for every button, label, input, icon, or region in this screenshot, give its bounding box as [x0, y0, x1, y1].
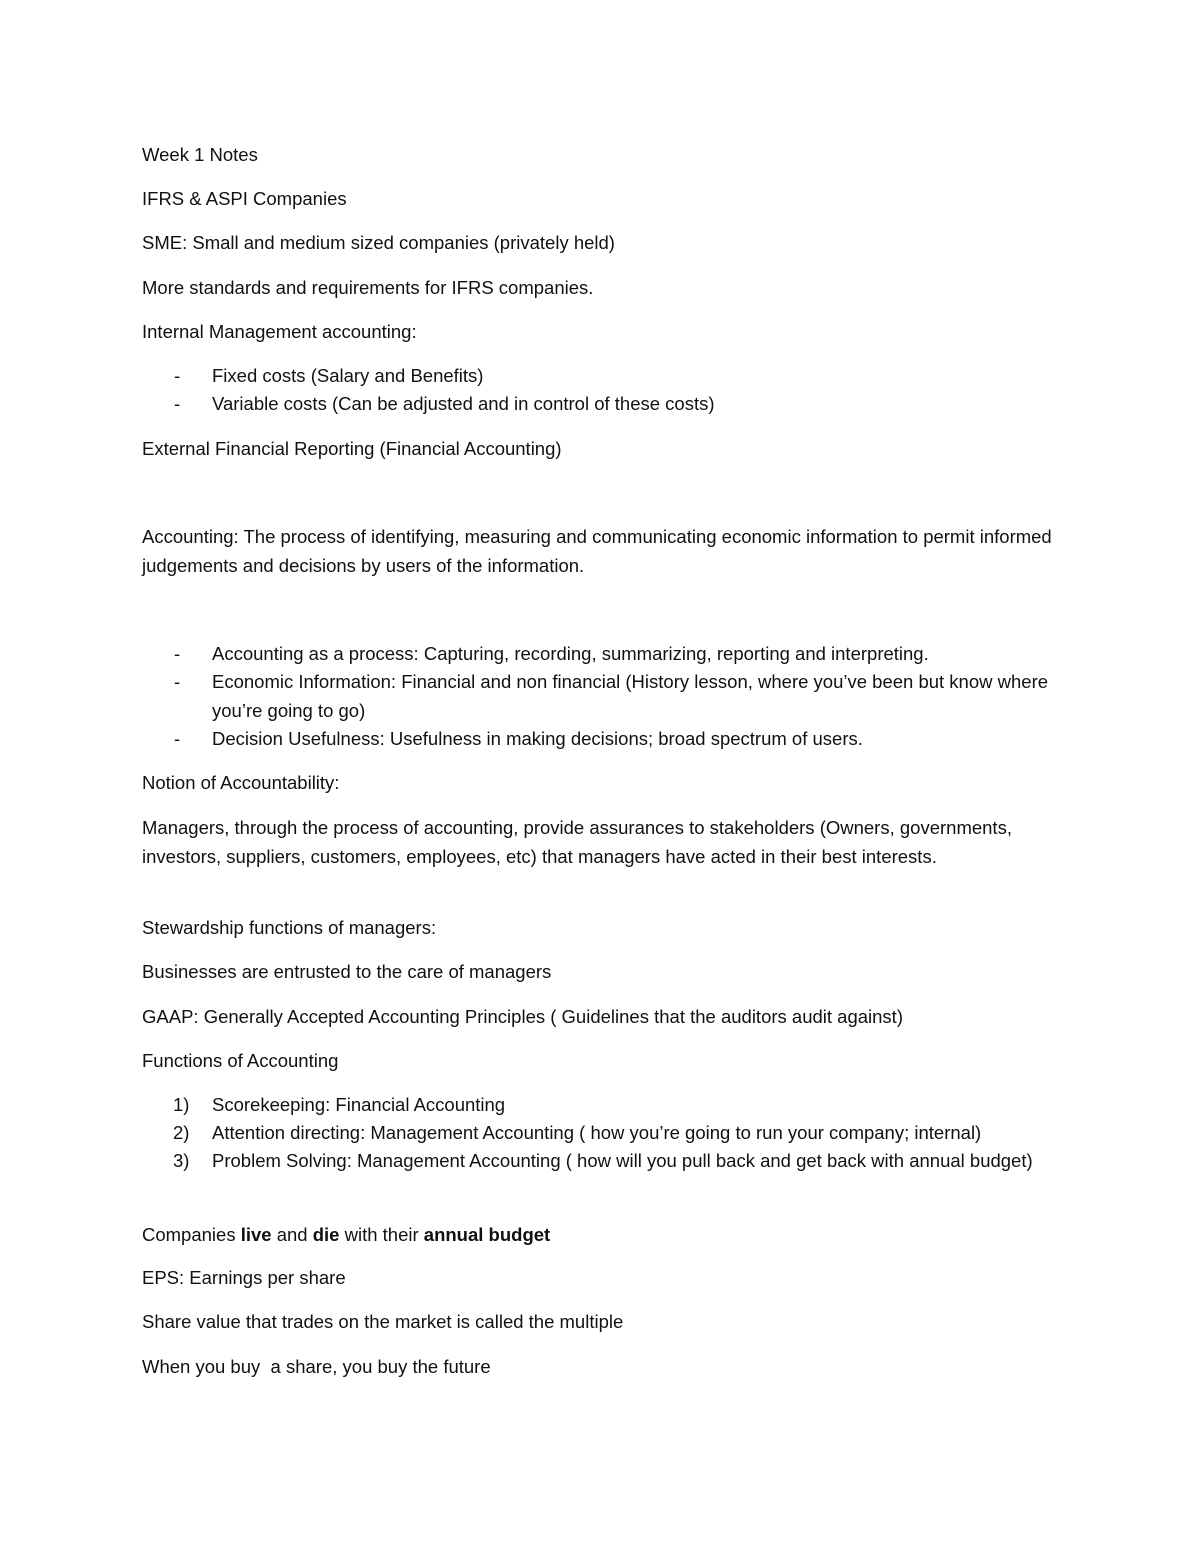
line-sme: SME: Small and medium sized companies (privately held)	[142, 232, 615, 253]
accounting-definition-text: The process of identifying, measuring and communicating economic information to permit informed judgements and decisions by users of the information.	[142, 526, 1052, 576]
accounting-term: Accounting:	[142, 526, 239, 547]
line-buy-future: When you buy a share, you buy the future	[142, 1356, 491, 1377]
line-multiple: Share value that trades on the market is called the multiple	[142, 1311, 624, 1332]
cost-item-text: Variable costs (Can be adjusted and in control of these costs)	[212, 393, 715, 414]
function-item-text: Scorekeeping: Financial Accounting	[212, 1094, 506, 1115]
functions-heading: Functions of Accounting	[142, 1050, 339, 1071]
item-number: 1)	[173, 1094, 190, 1115]
cost-item-text: Fixed costs (Salary and Benefits)	[212, 365, 484, 386]
line-gaap: GAAP: Generally Accepted Accounting Principles ( Guidelines that the auditors audit against)	[142, 1006, 903, 1027]
accountability-heading: Notion of Accountability:	[142, 772, 340, 793]
budget-emphasis-die: die	[312, 1224, 340, 1245]
budget-text: and	[271, 1224, 313, 1245]
line-budget	[142, 1221, 1072, 1250]
item-number: 2)	[173, 1122, 190, 1143]
item-number: 3)	[173, 1150, 190, 1171]
function-item	[142, 1119, 1072, 1148]
line-ifrs-aspi: IFRS & ASPI Companies	[142, 188, 347, 209]
process-item-text: Economic Information: Financial and non financial (History lesson, where you’ve been but know where you’re going to go)	[212, 671, 1049, 721]
budget-emphasis-live: live	[240, 1224, 272, 1245]
doc-title: Week 1 Notes	[142, 144, 258, 165]
process-item	[142, 640, 1072, 669]
line-eps: EPS: Earnings per share	[142, 1267, 346, 1288]
process-item-text: Decision Usefulness: Usefulness in making decisions; broad spectrum of users.	[212, 728, 863, 749]
budget-text: with their	[339, 1224, 424, 1245]
process-item	[142, 725, 1072, 754]
cost-item	[142, 390, 1072, 419]
accounting-definition	[142, 523, 1072, 580]
budget-emphasis-annual-budget: annual budget	[423, 1224, 551, 1245]
function-item	[142, 1091, 1072, 1120]
bullet-marker: -	[174, 393, 181, 414]
line-entrusted: Businesses are entrusted to the care of managers	[142, 961, 552, 982]
function-item-text: Problem Solving: Management Accounting ( how will you pull back and get back with annual budget)	[212, 1150, 1033, 1171]
process-item	[142, 668, 1072, 725]
function-item-text: Attention directing: Management Accounting ( how you’re going to run your company; internal)	[212, 1122, 982, 1143]
bullet-marker: -	[174, 728, 181, 749]
line-internal-mgmt: Internal Management accounting:	[142, 321, 417, 342]
line-stewardship: Stewardship functions of managers:	[142, 917, 437, 938]
function-item	[142, 1147, 1072, 1176]
process-item-text: Accounting as a process: Capturing, recording, summarizing, reporting and interpreting.	[212, 643, 929, 664]
bullet-marker: -	[174, 643, 181, 664]
bullet-marker: -	[174, 365, 181, 386]
line-more-standards: More standards and requirements for IFRS companies.	[142, 277, 594, 298]
bullet-marker: -	[174, 671, 181, 692]
budget-text: Companies	[142, 1224, 241, 1245]
accountability-text: Managers, through the process of accounting, provide assurances to stakeholders (Owners, governments, investors, suppliers, customers, employees, etc) that managers have acted in their best interests.	[142, 817, 1012, 867]
line-external-reporting: External Financial Reporting (Financial Accounting)	[142, 438, 562, 459]
cost-item	[142, 362, 1072, 391]
